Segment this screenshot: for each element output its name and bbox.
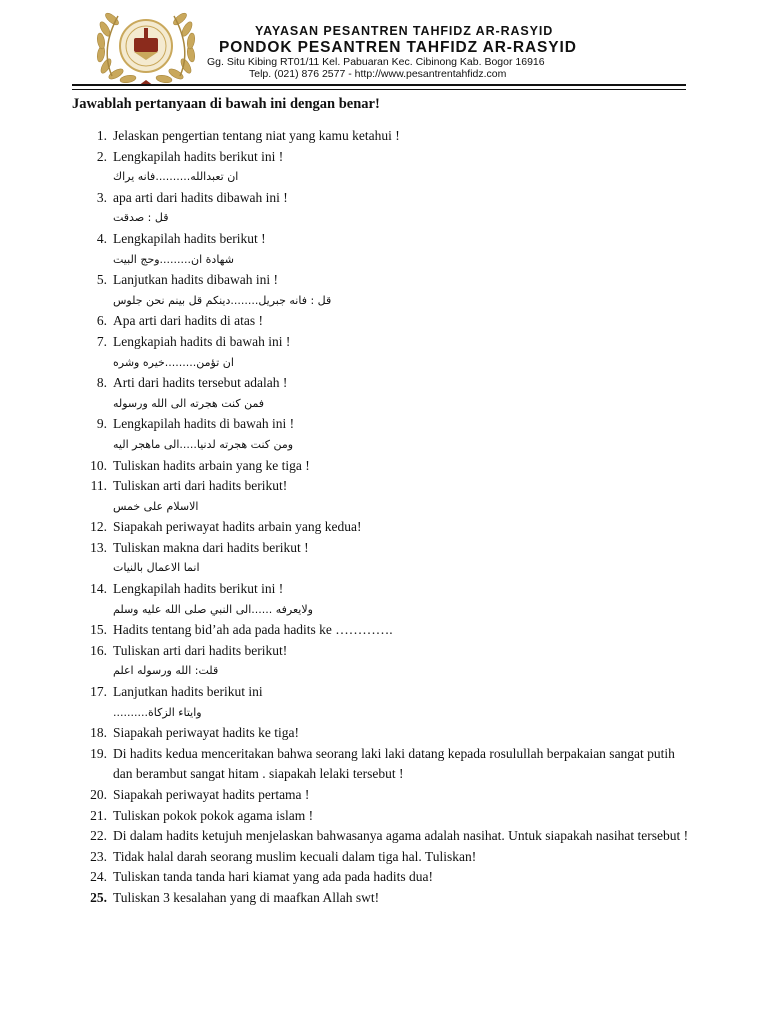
hadith-arabic-text: الاسلام على خمس	[113, 499, 199, 513]
question-text: Tuliskan tanda tanda hari kiamat yang ada pada hadits dua!	[113, 869, 434, 885]
question-text: Di hadits kedua menceritakan bahwa seorang laki laki datang kepada rosulullah berpakaian sangat putih dan berambut sangat hitam . siapakah lelaki tersebut !	[113, 745, 675, 782]
question-item	[0, 806, 700, 827]
hadith-arabic-text: ان تؤمن.........خيره وشره	[113, 355, 234, 369]
question-text: Jelaskan pengertian tentang niat yang kamu ketahui !	[113, 128, 400, 143]
question-text: apa arti dari hadits dibawah ini !	[113, 189, 288, 205]
question-text: Apa arti dari hadits di atas !	[113, 313, 263, 329]
question-text: Siapakah periwayat hadits ke tiga!	[113, 725, 299, 741]
hadith-arabic-text: انما الاعمال بالنيات	[113, 561, 200, 575]
question-text: Siapakah periwayat hadits pertama !	[113, 787, 310, 802]
question-number: 8.	[96, 375, 107, 391]
question-number: 2.	[96, 148, 107, 164]
question-text: Lanjutkan hadits berikut ini	[113, 684, 263, 700]
hadith-arabic-text: قلت: الله ورسوله اعلم	[113, 664, 219, 678]
question-text: Tidak halal darah seorang muslim kecuali dalam tiga hal. Tuliskan!	[113, 848, 477, 864]
question-number: 14.	[90, 581, 107, 597]
question-number: 6.	[96, 313, 107, 329]
question-item	[0, 723, 700, 744]
question-text: Lengkapilah hadits berikut ini !	[113, 581, 284, 597]
question-text: Tuliskan arti dari hadits berikut!	[113, 642, 288, 658]
hadith-arabic-text: قل : صدقت	[113, 211, 169, 225]
question-item	[0, 867, 700, 888]
question-item	[0, 538, 700, 579]
question-item	[0, 847, 700, 868]
question-item	[0, 373, 700, 414]
question-number: 23.	[90, 848, 107, 864]
question-number: 7.	[96, 333, 107, 349]
question-text: Lanjutkan hadits dibawah ini !	[113, 272, 278, 288]
foundation-name: YAYASAN PESANTREN TAHFIDZ AR-RASYID	[255, 24, 554, 38]
question-number: 4.	[96, 230, 107, 246]
question-text: Lengkapilah hadits berikut ini !	[113, 148, 284, 164]
question-item	[0, 147, 700, 188]
hadith-arabic-text: وايتاء الزكاة..........	[113, 705, 202, 719]
question-number: 12.	[90, 519, 107, 535]
hadith-arabic-text: ولايعرفه ......الى النبي صلى الله عليه وسلم	[113, 602, 313, 616]
question-number: 21.	[90, 807, 107, 823]
question-number: 1.	[96, 128, 107, 143]
question-item	[0, 517, 700, 538]
school-address: Gg. Situ Kibing RT01/11 Kel. Pabuaran Kec. Cibinong Kab. Bogor 16916	[207, 56, 545, 68]
question-number: 16.	[90, 642, 107, 658]
question-item	[0, 785, 700, 806]
question-number: 13.	[90, 539, 107, 555]
question-text: Tuliskan 3 kesalahan yang di maafkan Allah swt!	[113, 889, 380, 905]
question-item	[0, 620, 700, 641]
question-item	[0, 579, 700, 620]
question-item	[0, 188, 700, 229]
question-text: Hadits tentang bid’ah ada pada hadits ke ………….	[113, 622, 393, 638]
question-item	[0, 270, 700, 311]
question-item	[0, 826, 700, 847]
hadith-arabic-text: ان تعبدالله..........فانه يراك	[113, 170, 239, 184]
instruction-heading: Jawablah pertanyaan di bawah ini dengan benar!	[72, 96, 380, 112]
question-text: Lengkapiah hadits di bawah ini !	[113, 333, 291, 349]
question-text: Siapakah periwayat hadits arbain yang kedua!	[113, 519, 362, 535]
question-text: Lengkapilah hadits berikut !	[113, 230, 266, 246]
question-number: 10.	[90, 457, 107, 473]
question-text: Lengkapilah hadits di bawah ini !	[113, 416, 295, 432]
header-divider-thick	[72, 84, 686, 86]
question-number: 17.	[90, 684, 107, 700]
question-text: Tuliskan arti dari hadits berikut!	[113, 478, 288, 494]
question-number: 5.	[96, 272, 107, 288]
question-number: 19.	[90, 745, 107, 761]
hadith-arabic-text: قل : فانه جبريل........دينكم قل بينم نحن جلوس	[113, 293, 332, 307]
question-number: 20.	[90, 787, 107, 802]
question-number: 25.	[90, 889, 107, 905]
question-item	[0, 641, 700, 682]
question-number: 22.	[90, 828, 107, 844]
laurel-logo-icon	[90, 4, 202, 90]
question-number: 24.	[90, 869, 107, 885]
question-item	[0, 229, 700, 270]
question-number: 9.	[96, 416, 107, 432]
school-name: PONDOK PESANTREN TAHFIDZ AR-RASYID	[219, 39, 577, 56]
question-list	[0, 126, 700, 909]
question-item	[0, 414, 700, 455]
question-item	[0, 332, 700, 373]
question-number: 15.	[90, 622, 107, 638]
hadith-arabic-text: شهادة ان.........وحج البيت	[113, 252, 234, 266]
header-divider-thin	[72, 89, 686, 90]
question-number: 18.	[90, 725, 107, 741]
question-item	[0, 476, 700, 517]
question-text: Tuliskan makna dari hadits berikut !	[113, 539, 309, 555]
question-number: 11.	[90, 478, 107, 494]
letterhead	[207, 24, 627, 80]
question-item	[0, 888, 700, 909]
question-item	[0, 311, 700, 332]
question-number: 3.	[96, 189, 107, 205]
question-text: Tuliskan hadits arbain yang ke tiga !	[113, 457, 310, 473]
question-item	[0, 456, 700, 477]
question-item	[0, 126, 700, 147]
school-contact: Telp. (021) 876 2577 - http://www.pesantrentahfidz.com	[249, 68, 507, 80]
question-text: Tuliskan pokok pokok agama islam !	[113, 807, 314, 823]
hadith-arabic-text: فمن كنت هجرته الى الله ورسوله	[113, 396, 265, 410]
question-text: Di dalam hadits ketujuh menjelaskan bahwasanya agama adalah nasihat. Untuk siapakah nasihat tersebut !	[113, 828, 689, 844]
question-text: Arti dari hadits tersebut adalah !	[113, 375, 288, 391]
question-item	[0, 682, 700, 723]
hadith-arabic-text: ومن كنت هجرته لدنيا.....الى ماهجر اليه	[113, 437, 294, 451]
question-item	[0, 744, 700, 785]
